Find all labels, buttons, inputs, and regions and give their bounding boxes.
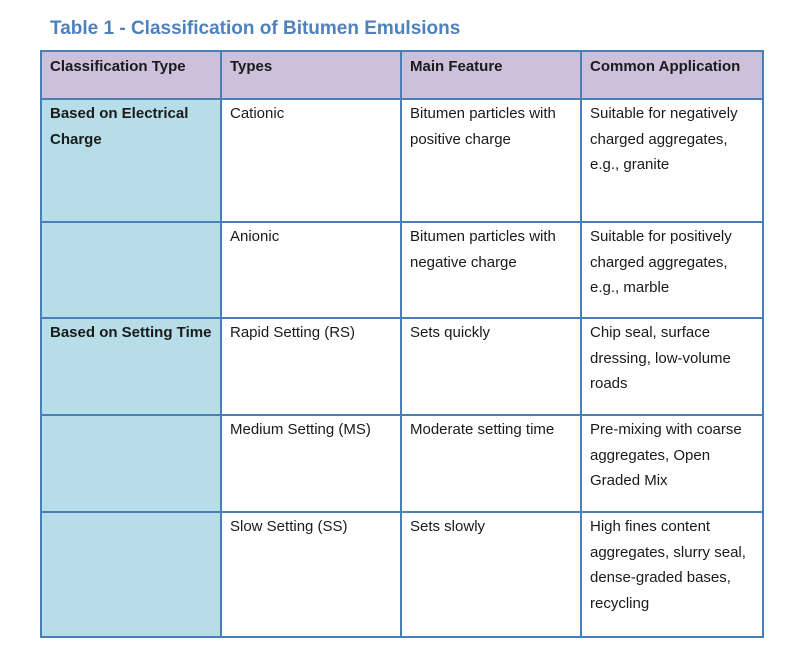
application-cell (581, 512, 763, 637)
classification-cell (41, 99, 221, 222)
feature-text: Sets quickly (410, 324, 491, 341)
type-cell (221, 99, 401, 222)
classification-cell (41, 222, 221, 318)
feature-cell (401, 99, 581, 222)
classification-table (40, 50, 764, 638)
feature-cell (401, 222, 581, 318)
table-row (41, 99, 763, 222)
classification-text: Based on Electrical Charge (50, 105, 189, 148)
header-main-feature: Main Feature (401, 51, 581, 99)
feature-text: Sets slowly (410, 518, 486, 535)
classification-cell (41, 512, 221, 637)
feature-text: Bitumen particles with negative charge (410, 228, 556, 271)
type-cell (221, 318, 401, 415)
application-text: Pre-mixing with coarse aggregates, Open Graded Mix (590, 421, 742, 489)
header-classification-type: Classification Type (41, 51, 221, 99)
feature-text: Moderate setting time (410, 421, 555, 438)
application-text: Suitable for negatively charged aggregates, e.g., granite (590, 105, 738, 173)
feature-text: Bitumen particles with positive charge (410, 105, 556, 148)
application-cell (581, 415, 763, 512)
type-text: Medium Setting (MS) (230, 421, 371, 438)
header-row (41, 51, 763, 99)
table-row (41, 512, 763, 637)
feature-cell (401, 415, 581, 512)
table-row (41, 222, 763, 318)
classification-cell (41, 318, 221, 415)
feature-cell (401, 512, 581, 637)
type-cell (221, 415, 401, 512)
application-text: High fines content aggregates, slurry seal, dense-graded bases, recycling (590, 518, 746, 612)
header-common-application: Common Application (581, 51, 763, 99)
classification-text (50, 223, 212, 224)
application-cell (581, 318, 763, 415)
table-caption: Table 1 - Classification of Bitumen Emulsions (50, 18, 461, 39)
header-types: Types (221, 51, 401, 99)
type-text: Anionic (230, 228, 280, 245)
classification-cell (41, 415, 221, 512)
type-text: Slow Setting (SS) (230, 518, 348, 535)
type-cell (221, 222, 401, 318)
application-cell (581, 222, 763, 318)
feature-cell (401, 318, 581, 415)
table-row (41, 318, 763, 415)
application-text: Chip seal, surface dressing, low-volume roads (590, 324, 731, 392)
type-cell (221, 512, 401, 637)
type-text: Rapid Setting (RS) (230, 324, 356, 341)
classification-text: Based on Setting Time (50, 324, 212, 341)
classification-text (50, 416, 212, 417)
application-cell (581, 99, 763, 222)
table-row (41, 415, 763, 512)
application-text: Suitable for positively charged aggregates, e.g., marble (590, 228, 732, 296)
classification-text (50, 513, 212, 514)
type-text: Cationic (230, 105, 285, 122)
